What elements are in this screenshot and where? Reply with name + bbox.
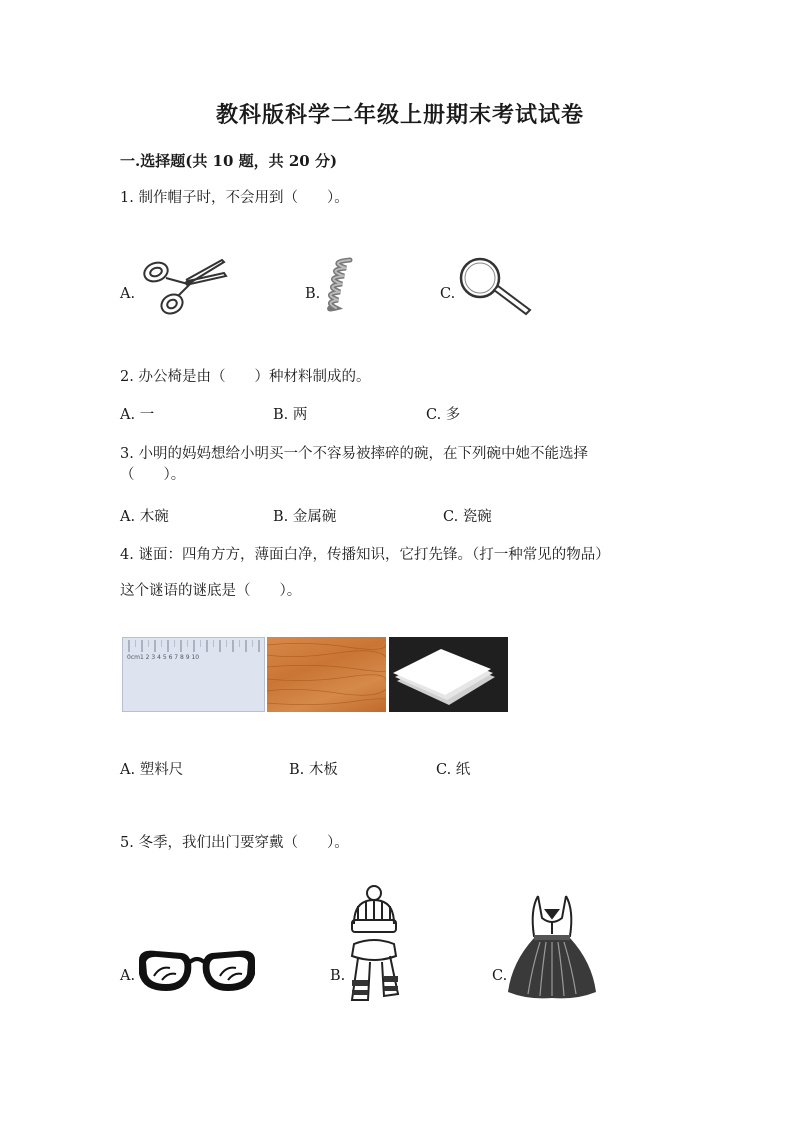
question-3-stem-line-1: 3. 小明的妈妈想给小明买一个不容易被摔碎的碗，在下列碗中她不能选择	[120, 446, 588, 462]
question-2-stem: 2. 办公椅是由（ ）种材料制成的。	[120, 369, 371, 385]
wood-board-image	[267, 637, 386, 712]
question-5-option-c[interactable]: C.	[492, 968, 508, 984]
section-heading: 一.选择题(共 10 题，共 20 分)	[120, 152, 338, 170]
question-2-option-a[interactable]: A. 一	[120, 407, 155, 423]
magnifier-icon	[456, 256, 536, 320]
question-3-option-a[interactable]: A. 木碗	[120, 509, 169, 525]
question-4-option-a[interactable]: A. 塑料尺	[120, 762, 184, 778]
paper-stack-image	[389, 637, 508, 712]
question-4-stem-line-2: 这个谜语的谜底是（ ）。	[120, 583, 302, 599]
ruler-image	[122, 637, 265, 712]
question-5-option-a[interactable]: A.	[120, 968, 136, 984]
page-title: 教科版科学二年级上册期末考试试卷	[215, 102, 584, 128]
question-2-option-b[interactable]: B. 两	[273, 407, 308, 423]
question-1-stem: 1. 制作帽子时，不会用到（ ）。	[120, 190, 349, 206]
spring-icon	[322, 256, 358, 312]
dress-icon	[506, 892, 598, 1004]
question-1-option-c[interactable]: C.	[440, 286, 456, 302]
question-5-option-b[interactable]: B.	[330, 968, 346, 984]
question-3-option-b[interactable]: B. 金属碗	[273, 509, 337, 525]
question-5-stem: 5. 冬季，我们出门要穿戴（ ）。	[120, 835, 349, 851]
scissors-icon	[138, 254, 228, 320]
question-4-option-b[interactable]: B. 木板	[289, 762, 338, 778]
question-1-option-b[interactable]: B.	[305, 286, 321, 302]
question-3-stem-line-2: （ ）。	[120, 467, 186, 483]
ruler-scale-label: 0cm1 2 3 4 5 6 7 8 9 10	[127, 654, 200, 661]
sunglasses-icon	[136, 946, 258, 996]
question-4-stem-line-1: 4. 谜面：四角方方，薄面白净，传播知识，它打先锋。（打一种常见的物品）	[120, 547, 610, 563]
question-4-option-c[interactable]: C. 纸	[436, 762, 471, 778]
question-2-option-c[interactable]: C. 多	[426, 407, 461, 423]
question-3-option-c[interactable]: C. 瓷碗	[443, 509, 492, 525]
hat-scarf-icon	[344, 884, 404, 1006]
question-1-option-a[interactable]: A.	[120, 286, 136, 302]
